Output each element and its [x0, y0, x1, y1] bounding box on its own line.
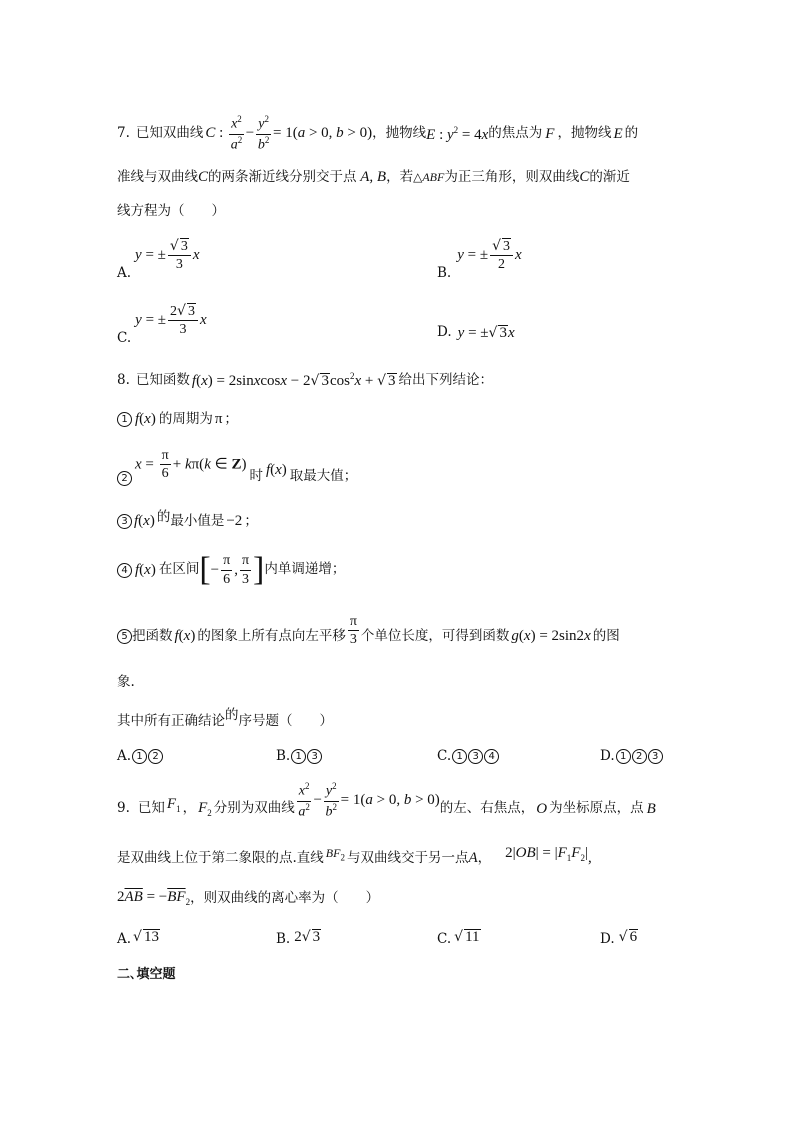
q7-option-a[interactable]: A. y = ± $\frac{√ 3}{3}$ x: [117, 238, 200, 282]
q8-claim-5: 5 把函数 f(x) 的图象上所有点向左平移 $\frac{\pi}{3}$ 个单位长度，可得到函数 g(x) = 2sin2x 的图: [117, 620, 620, 654]
q9-line3: $2\overline{AB} = -\overline{BF}_2$ ，则双曲线的离心率为（ ）: [117, 889, 380, 907]
q9-hyperbola-equation: $\frac{x^2}{a^2}$ − $\frac{y^2}{b^2}$ = 1(a > 0, b > 0): [298, 781, 440, 820]
function-definition: f(x) = 2sinxcosx − 2√ $3\cos^2x$ + √ 3: [191, 371, 396, 389]
q9-option-c[interactable]: C. √ 11: [437, 929, 480, 948]
q7-line2: 准线与双曲线C的两条渐近线分别交于点 A, B，若△ABF为正三角形，则双曲线C的渐近: [117, 169, 630, 185]
q7-option-b[interactable]: B. y = ± $\frac{√ 3}{2}$ x: [437, 238, 522, 282]
q8-claim-1: 1 f(x) 的周期为 π ；: [117, 412, 238, 427]
q8-claim-3: 3 f(x) 的 最小值是 −2 ；: [117, 514, 258, 529]
q7-option-c[interactable]: C. y = ± $\frac{2√ 3}{3}$ x: [117, 303, 207, 347]
parabola-equation: E : $y^2 = 4x$: [426, 124, 489, 143]
section-heading: 二､填空题: [117, 967, 176, 982]
q9-line1: 9. 已知 $F_1$ ， $F_2$ 分别为双曲线 $\frac{x^2}{a^2}$ − $\frac{y^2}{b^2}$ = 1(a > 0, b > 0) 的左、右焦点， O 为坐标原点，点 B: [117, 781, 656, 820]
q9-number: 9.: [117, 800, 130, 817]
q7-number: 7.: [117, 125, 130, 142]
q9-line2: 是双曲线上位于第二象限的点.直线 $BF_2$ 与双曲线交于另一点 A ， $2|OB| = |F_1F_2|$ ,: [117, 845, 592, 866]
q9-option-b[interactable]: B. 2√ 3: [276, 929, 321, 948]
q8-number: 8.: [117, 371, 130, 388]
q8-option-b[interactable]: B. 1 3: [276, 749, 322, 764]
q8-claim-2: 2 x = $\frac{\pi}{6}$ + kπ(k ∈ Z) 时 f(x) 取最大值；: [117, 448, 357, 488]
q9-option-a[interactable]: A. √ 13: [117, 929, 159, 948]
q8-line1: 8. 已知函数 f(x) = 2sinxcosx − 2√ $3\cos^2x$ + √ 3 给出下列结论：: [117, 371, 493, 389]
q9-option-d[interactable]: D. √ 6: [600, 929, 638, 948]
q8-question: 其中所有正确结论的序号题（ ）: [117, 707, 333, 729]
q7-option-d[interactable]: D. y = ±√ 3x: [437, 324, 515, 341]
q8-option-d[interactable]: D. 1 2 3: [600, 749, 663, 764]
q8-claim-4: 4 f(x) 在区间 [ − $\frac{\pi}{6}$ , $\frac{\pi}{3}$ ] 内单调递增；: [117, 553, 345, 587]
q7-line3: 线方程为（ ）: [117, 203, 225, 219]
q8-option-a[interactable]: A. 1 2: [117, 749, 163, 764]
hyperbola-equation: C : $\frac{x^2}{a^2}$ − $\frac{y^2}{b^2}$ = 1(a > 0, b > 0): [205, 114, 373, 153]
q8-option-c[interactable]: C. 1 3 4: [437, 749, 499, 764]
q7-line1: 7. 已知双曲线 C : $\frac{x^2}{a^2}$ − $\frac{y^2}{b^2}$ = 1(a > 0, b > 0) ，抛物线 E : $y^2 = 4x$ 的焦点为 F ，抛物线 E 的: [117, 114, 639, 153]
q8-claim-5-cont: 象.: [117, 674, 135, 690]
